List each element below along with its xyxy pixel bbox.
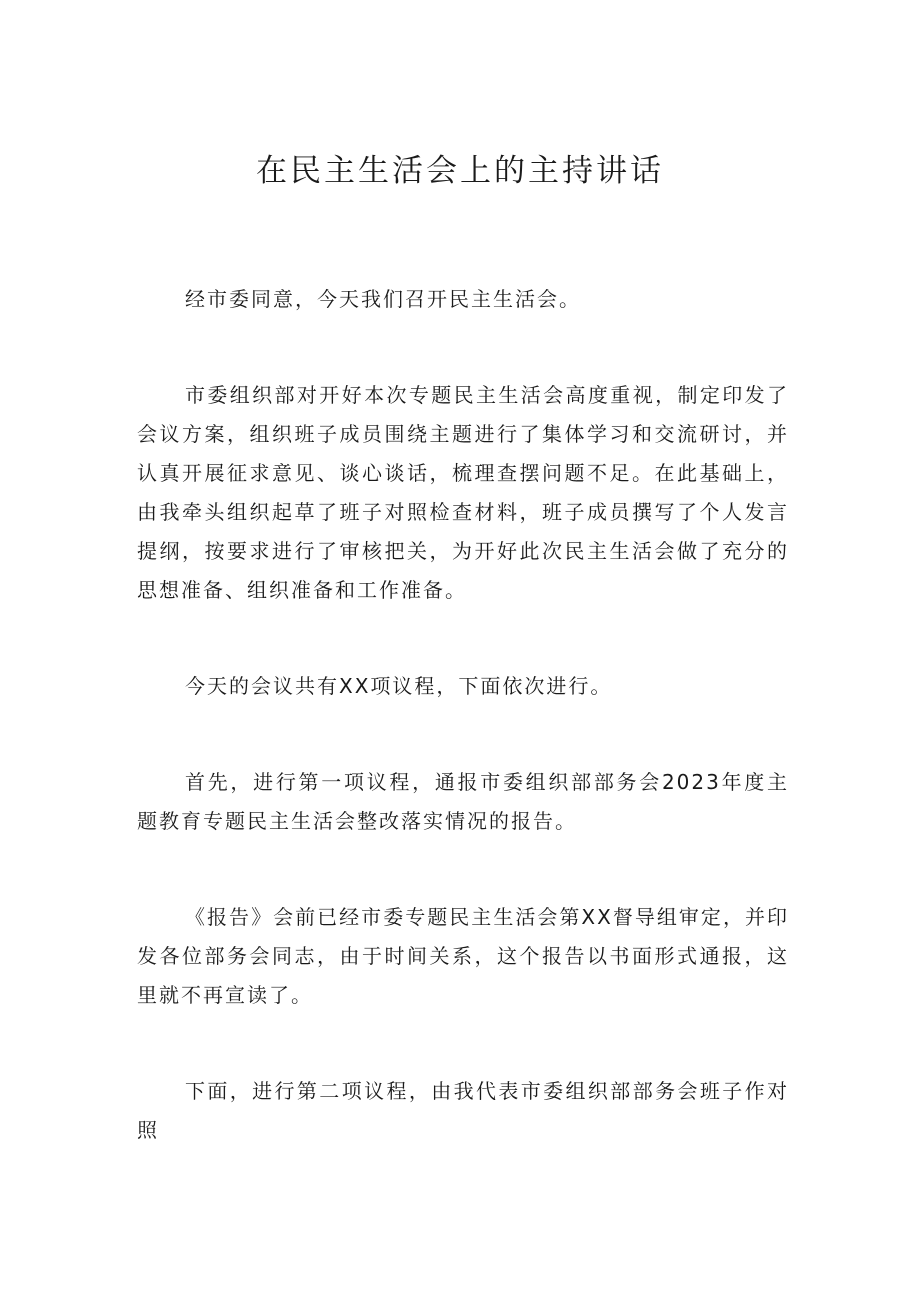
paragraph-agenda: 今天的会议共有XX项议程，下面依次进行。 <box>185 674 613 698</box>
paragraph-second-item: 下面，进行第二项议程，由我代表市委组织部部务会班子作对照 <box>137 1079 789 1142</box>
paragraph-first-item: 首先，进行第一项议程，通报市委组织部部务会2023年度主题教育专题民主生活会整改落实情况的报告。 <box>137 770 789 833</box>
document-body <box>137 280 789 1207</box>
paragraph-report: 《报告》会前已经市委专题民主生活会第XX督导组审定，并印发各位部务会同志，由于时间关系，这个报告以书面形式通报，这里就不再宣读了。 <box>137 905 789 1007</box>
paragraph-preparation: 市委组织部对开好本次专题民主生活会高度重视，制定印发了会议方案，组织班子成员围绕主题进行了集体学习和交流研讨，并认真开展征求意见、谈心谈话，梳理查摆问题不足。在此基础上，由我牵头组织起草了班子对照检查材料，班子成员撰写了个人发言提纲，按要求进行了审核把关，为开好此次民主生活会做了充分的思想准备、组织准备和工作准备。 <box>137 383 789 602</box>
document-title: 在民主生活会上的主持讲话 <box>256 153 664 189</box>
paragraph-opening: 经市委同意，今天我们召开民主生活会。 <box>185 287 581 311</box>
